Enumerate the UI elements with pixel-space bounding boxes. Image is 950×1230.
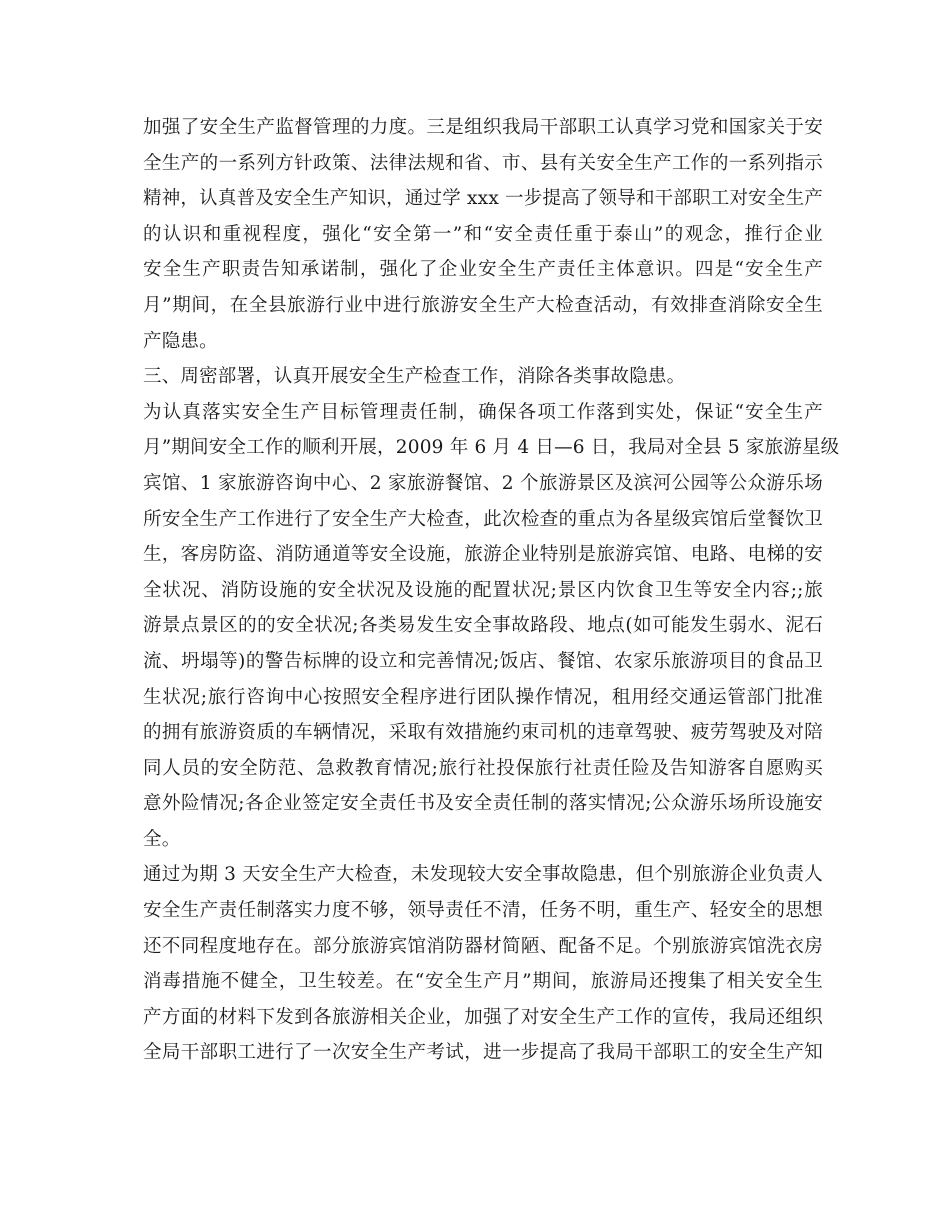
text-line: 全状况、消防设施的安全状况及设施的配置状况;景区内饮食卫生等安全内容;;旅: [143, 579, 823, 601]
text-line: 生状况;旅行咨询中心按照安全程序进行团队操作情况，租用经交通运管部门批准: [143, 686, 823, 708]
text-line: 全局干部职工进行了一次安全生产考试，进一步提高了我局干部职工的安全生产知: [143, 1042, 823, 1064]
text-line: 意外险情况;各企业签定安全责任书及安全责任制的落实情况;公众游乐场所设施安: [143, 793, 823, 815]
text-line: 加强了安全生产监督管理的力度。三是组织我局干部职工认真学习党和国家关于安: [143, 117, 823, 138]
text-line: 的认识和重视程度，强化“安全第一”和“安全责任重于泰山”的观念，推行企业: [143, 223, 823, 245]
text-line: 产隐患。: [143, 330, 218, 352]
text-line: 月”期间安全工作的顺利开展，2009 年 6 月 4 日—6 日，我局对全县 5 家旅游星级: [143, 437, 840, 459]
text-line: 宾馆、1 家旅游咨询中心、2 家旅游餐馆、2 个旅游景区及滨河公园等公众游乐场: [143, 472, 823, 494]
text-line: 流、坍塌等)的警告标牌的设立和完善情况;饭店、餐馆、农家乐旅游项目的食品卫: [143, 650, 823, 672]
text-line: 全。: [143, 828, 181, 850]
text-line: 全生产的一系列方针政策、法律法规和省、市、县有关安全生产工作的一系列指示: [143, 152, 823, 174]
text-line: 的拥有旅游资质的车辆情况，采取有效措施约束司机的违章驾驶、疲劳驾驶及对陪: [143, 722, 823, 744]
text-line: 精神，认真普及安全生产知识，通过学 xxx 一步提高了领导和干部职工对安全生产: [143, 188, 823, 210]
text-line: 还不同程度地存在。部分旅游宾馆消防器材简陋、配备不足。个别旅游宾馆洗衣房: [143, 935, 823, 957]
text-line: 所安全生产工作进行了安全生产大检查，此次检查的重点为各星级宾馆后堂餐饮卫: [143, 508, 823, 530]
text-line: 为认真落实安全生产目标管理责任制，确保各项工作落到实处，保证“安全生产: [143, 401, 823, 423]
text-line: 通过为期 3 天安全生产大检查，未发现较大安全事故隐患，但个别旅游企业负责人: [143, 864, 823, 886]
text-line: 安全生产责任制落实力度不够，领导责任不清，任务不明，重生产、轻安全的思想: [143, 900, 823, 922]
text-line: 同人员的安全防范、急救教育情况;旅行社投保旅行社责任险及告知游客自愿购买: [143, 757, 823, 779]
text-line: 三、周密部署，认真开展安全生产检查工作，消除各类事故隐患。: [143, 366, 686, 388]
text-line: 游景点景区的的安全状况;各类易发生安全事故路段、地点(如可能发生弱水、泥石: [143, 615, 823, 637]
text-line: 产方面的材料下发到各旅游相关企业，加强了对安全生产工作的宣传，我局还组织: [143, 1006, 823, 1028]
document-body: [143, 110, 840, 1071]
text-line: 安全生产职责告知承诺制，强化了企业安全生产责任主体意识。四是“安全生产: [143, 259, 823, 281]
text-line: 生，客房防盗、消防通道等安全设施，旅游企业特别是旅游宾馆、电路、电梯的安: [143, 544, 823, 566]
text-line: 月”期间，在全县旅游行业中进行旅游安全生产大检查活动，有效排查消除安全生: [143, 294, 823, 316]
text-line: 消毒措施不健全，卫生较差。在“安全生产月”期间，旅游局还搜集了相关安全生: [143, 971, 823, 993]
